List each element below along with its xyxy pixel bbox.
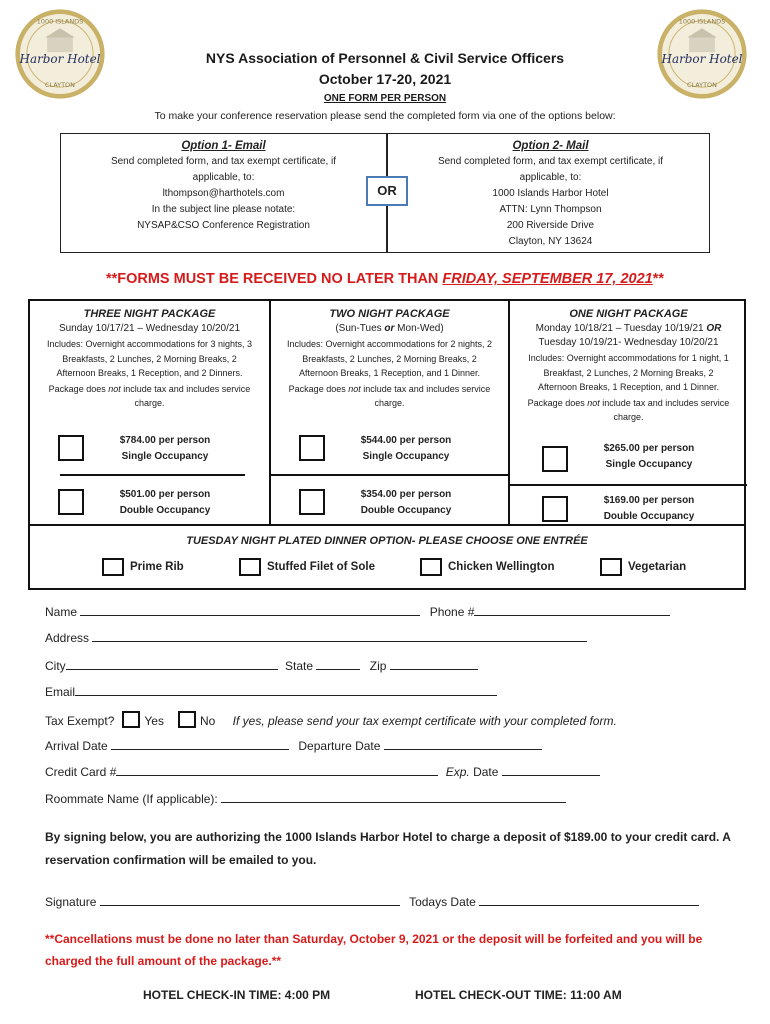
entree-chicken-wellington[interactable]: Chicken Wellington [420,558,555,576]
entree-checkbox[interactable] [102,558,124,576]
option-mail-line: 200 Riverside Drive [506,220,595,231]
tax-exempt-label: Tax Exempt? [45,714,115,728]
authorization-text: By signing below, you are authorizing the 1000 Islands Harbor Hotel to charge a deposit of $189.00 to your credit card. A reservation confirmation will be emailed to you. [45,830,731,867]
one-form-note: ONE FORM PER PERSON [323,93,447,104]
logo-script-text: Harbor Hotel [661,52,743,67]
email-field[interactable] [75,684,497,696]
submission-options-box [60,133,710,253]
package-separator [510,484,747,486]
todays-date-label: Todays Date [409,895,476,909]
tax-exempt-row [45,711,617,728]
intro-text: To make your conference reservation please send the completed form via one of the options below: [154,110,616,122]
option-email-line: In the subject line please notate: [151,204,296,215]
option-email-address: lthompson@harthotels.com [162,188,285,199]
package-note: Package does not include tax and includes service charge. [48,383,251,408]
package-dates: Monday 10/18/21 – Tuesday 10/19/21 OR Tuesday 10/19/21- Wednesday 10/20/21 [535,323,722,348]
package-includes: Includes: Overnight accommodations for 2 nights, 2 Breakfasts, 2 Lunches, 2 Morning Breaks, 2 Afternoon Breaks, 1 Reception, and 1 Dinner. [286,339,493,378]
roommate-label: Roommate Name (If applicable): [45,792,218,806]
city-label: City [45,659,66,673]
arrival-label: Arrival Date [45,739,108,753]
single-occupancy-checkbox[interactable] [58,435,84,461]
double-price: $354.00 per person Double Occupancy [360,489,452,516]
package-includes: Includes: Overnight accommodations for 1 night, 1 Breakfast, 2 Lunches, 2 Morning Breaks, 2 Afternoon Breaks, 1 Reception, and 1 Dinner. [528,353,729,392]
package-three-night [30,301,269,524]
double-price: $501.00 per person Double Occupancy [119,489,211,516]
zip-label: Zip [369,659,387,673]
packages-table [28,299,746,526]
exp-date-field[interactable] [502,764,600,776]
credit-card-row [45,764,600,779]
logo-bottom-text: CLAYTON [687,81,717,90]
check-in-time: HOTEL CHECK-IN TIME: 4:00 PM [143,988,331,1002]
deadline-date: FRIDAY, SEPTEMBER 17, 2021 [442,271,653,287]
dinner-option-box [28,526,746,590]
package-two-night [269,301,508,524]
single-occupancy-row [30,433,269,467]
roommate-row [45,791,566,806]
single-price: $265.00 per person Single Occupancy [603,443,695,470]
city-field[interactable] [66,658,278,670]
package-separator [60,474,245,476]
logo-script-text: Harbor Hotel [19,52,101,67]
signature-row [45,894,699,909]
arrival-departure-row [45,738,542,753]
exp-date-label: Date [473,765,499,779]
entree-prime-rib[interactable]: Prime Rib [102,558,184,576]
option-mail-line: 1000 Islands Harbor Hotel [492,188,609,199]
logo-top-text: 1000 ISLANDS [36,17,84,26]
city-state-zip-row [45,658,478,673]
option-mail [388,138,713,250]
page-title: NYS Association of Personnel & Civil Service Officers [205,50,565,66]
address-label: Address [45,631,90,645]
dinner-heading: TUESDAY NIGHT PLATED DINNER OPTION- PLEASE CHOOSE ONE ENTRÉE [186,535,588,547]
state-label: State [285,659,314,673]
name-field[interactable] [80,604,420,616]
double-occupancy-checkbox[interactable] [299,489,325,515]
double-price: $169.00 per person Double Occupancy [603,495,695,522]
single-occupancy-row [510,441,747,475]
single-occupancy-row [271,433,508,467]
option-mail-line: applicable, to: [519,172,582,183]
credit-card-field[interactable] [116,764,438,776]
roommate-field[interactable] [221,791,566,803]
tax-exempt-note: If yes, please send your tax exempt certificate with your completed form. [232,714,617,728]
email-row [45,684,497,699]
signature-label: Signature [45,895,97,909]
exp-label: Exp. [445,765,470,779]
tax-exempt-no-checkbox[interactable] [178,711,196,728]
double-occupancy-row [510,493,747,527]
logo-top-text: 1000 ISLANDS [678,17,726,26]
option-email-line: applicable, to: [192,172,255,183]
credit-card-label: Credit Card # [45,765,117,779]
double-occupancy-row [271,487,508,521]
package-title: THREE NIGHT PACKAGE [83,308,216,320]
package-includes: Includes: Overnight accommodations for 3 nights, 3 Breakfasts, 2 Lunches, 2 Morning Breaks, 2 Afternoon Breaks, 1 Reception, and 2 Dinners. [46,339,253,378]
option-mail-heading: Option 2- Mail [512,140,589,152]
email-label: Email [45,685,76,699]
entree-checkbox[interactable] [420,558,442,576]
tax-exempt-no-label: No [199,714,216,728]
single-price: $544.00 per person Single Occupancy [360,435,452,462]
name-label: Name [45,605,78,619]
deadline-suffix: ** [652,271,665,287]
phone-field[interactable] [474,604,670,616]
entree-stuffed-filet-of-sole[interactable]: Stuffed Filet of Sole [239,558,375,576]
option-email-heading: Option 1- Email [181,140,266,152]
package-dates: Sunday 10/17/21 – Wednesday 10/20/21 [58,323,241,334]
single-occupancy-checkbox[interactable] [299,435,325,461]
package-title: ONE NIGHT PACKAGE [569,308,688,320]
or-badge: OR [366,176,408,206]
check-out-time: HOTEL CHECK-OUT TIME: 11:00 AM [415,988,622,1002]
arrival-field[interactable] [111,738,289,750]
option-mail-line: Clayton, NY 13624 [508,236,593,247]
option-email-subject: NYSAP&CSO Conference Registration [137,220,310,231]
package-note: Package does not include tax and includes service charge. [527,397,730,422]
single-occupancy-checkbox[interactable] [542,446,568,472]
name-phone-row [45,604,670,619]
tax-exempt-yes-checkbox[interactable] [122,711,140,728]
departure-label: Departure Date [298,739,381,753]
entree-checkbox[interactable] [600,558,622,576]
single-price: $784.00 per person Single Occupancy [119,435,211,462]
deadline-prefix: **FORMS MUST BE RECEIVED NO LATER THAN [105,271,443,287]
address-field[interactable] [92,630,587,642]
signature-field[interactable] [100,894,400,906]
event-dates: October 17-20, 2021 [318,71,452,87]
package-note: Package does not include tax and includes service charge. [288,383,491,408]
option-mail-line: Send completed form, and tax exempt certificate, if [437,156,664,167]
double-occupancy-checkbox[interactable] [542,496,568,522]
zip-field[interactable] [390,658,478,670]
entree-checkbox[interactable] [239,558,261,576]
tax-exempt-yes-label: Yes [144,714,164,728]
option-email-line: Send completed form, and tax exempt certificate, if [110,156,337,167]
address-row [45,630,587,645]
phone-label: Phone # [429,605,475,619]
deadline-notice [0,271,770,287]
option-email [61,138,386,234]
package-separator [271,474,508,476]
double-occupancy-checkbox[interactable] [58,489,84,515]
cancellation-policy: **Cancellations must be done no later than Saturday, October 9, 2021 or the deposit will be forfeited and you will be charged the full amount of the package.** [45,932,703,968]
package-title: TWO NIGHT PACKAGE [329,308,450,320]
package-dates: (Sun-Tues or Mon-Wed) [335,323,444,334]
todays-date-field[interactable] [479,894,699,906]
departure-field[interactable] [384,738,542,750]
logo-bottom-text: CLAYTON [45,81,75,90]
entree-vegetarian[interactable]: Vegetarian [600,558,686,576]
option-mail-line: ATTN: Lynn Thompson [499,204,602,215]
package-one-night [508,301,747,524]
state-field[interactable] [316,658,360,670]
double-occupancy-row [30,487,269,521]
